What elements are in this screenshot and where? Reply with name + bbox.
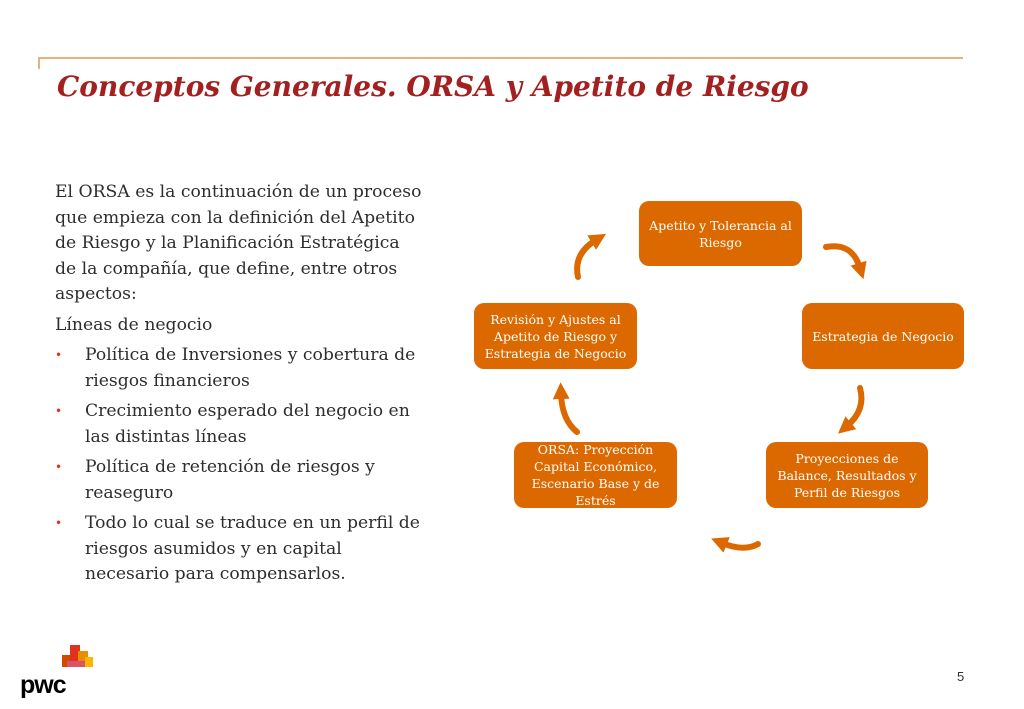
arrow-to-apetito <box>577 240 596 277</box>
bullet-text: Crecimiento esperado del negocio en las distintas líneas <box>85 401 410 447</box>
bullet-icon: • <box>55 404 63 418</box>
bullet-icon: • <box>55 516 63 530</box>
page-number: 5 <box>957 669 965 684</box>
bullet-icon: • <box>55 460 63 474</box>
cycle-node-apetito: Apetito y Tolerancia al Riesgo <box>639 201 802 266</box>
arrow-to-orsa <box>722 543 758 548</box>
arrow-to-proyecciones <box>847 388 861 426</box>
pwc-logo-text: pwc <box>20 671 66 699</box>
pwc-logo-mark <box>20 643 100 673</box>
arrow-to-revision <box>561 394 577 432</box>
cycle-node-revision: Revisión y Ajustes al Apetito de Riesgo y Estrategia de Negocio <box>474 303 637 369</box>
subheading: Líneas de negocio <box>55 314 213 335</box>
bullet-text: Todo lo cual se traduce en un perfil de riesgos asumidos y en capital necesario para compensarlos. <box>85 513 420 584</box>
pwc-logo <box>20 643 100 703</box>
arrow-to-estrategia <box>826 246 860 268</box>
bullet-icon: • <box>55 348 63 362</box>
cycle-node-estrategia: Estrategia de Negocio <box>802 303 964 369</box>
intro-paragraph: El ORSA es la continuación de un proceso que empieza con la definición del Apetito de Riesgo y la Planificación Estratégica de la compañía, que define, entre otros aspectos: <box>55 182 422 304</box>
bullet-text: Política de retención de riesgos y reaseguro <box>85 457 375 503</box>
cycle-node-proyecciones: Proyecciones de Balance, Resultados y Perfil de Riesgos <box>766 442 928 508</box>
cycle-node-orsa: ORSA: Proyección Capital Económico, Escenario Base y de Estrés <box>514 442 677 508</box>
slide-title: Conceptos Generales. ORSA y Apetito de Riesgo <box>57 70 809 103</box>
bullet-text: Política de Inversiones y cobertura de riesgos financieros <box>85 345 416 391</box>
